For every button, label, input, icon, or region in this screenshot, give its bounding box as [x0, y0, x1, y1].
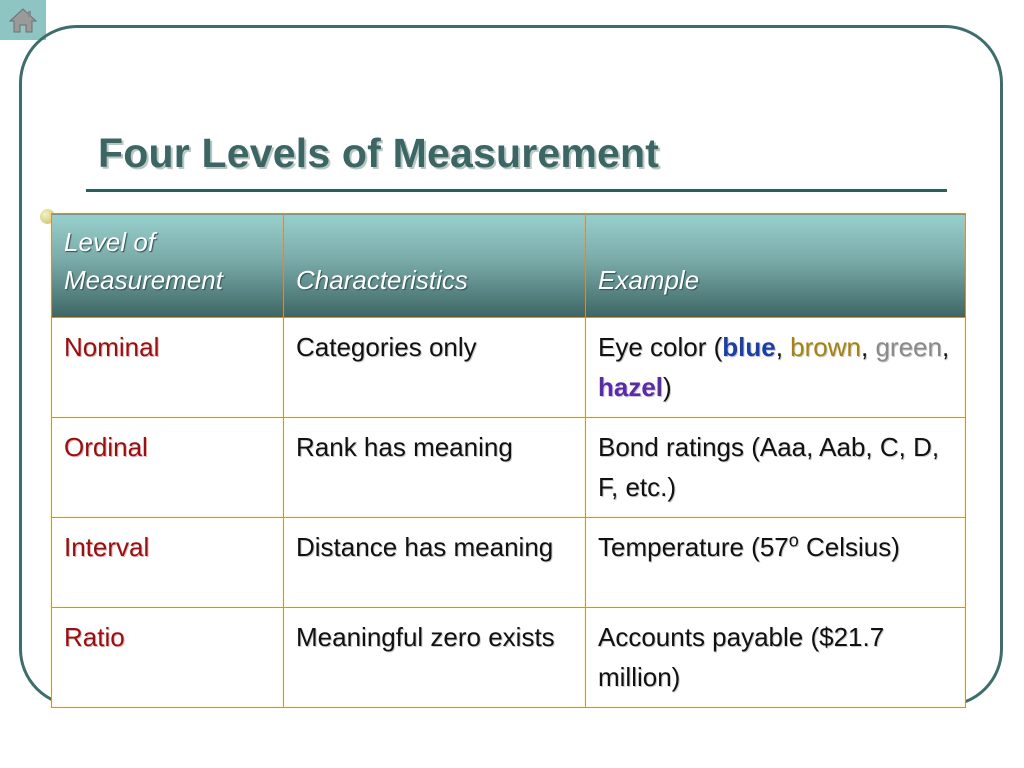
example-brown: brown — [790, 332, 861, 362]
measurement-table — [51, 213, 966, 708]
example-blue: blue — [722, 332, 776, 362]
degree-superscript: o — [788, 530, 799, 551]
level-name: Ordinal — [64, 432, 148, 462]
slide-title: Four Levels of Measurement — [98, 130, 660, 176]
example-suffix: Celsius) — [798, 532, 900, 562]
example-suffix: ) — [663, 372, 672, 402]
characteristics-cell: Categories only — [284, 318, 586, 418]
example-sep: , — [941, 332, 950, 362]
characteristics-cell: Distance has meaning — [284, 518, 586, 608]
level-cell — [52, 318, 284, 418]
characteristics-cell: Meaningful zero exists — [284, 608, 586, 708]
example-cell: Bond ratings (Aaa, Aab, C, D, F, etc.) — [586, 418, 966, 518]
example-prefix: Eye color ( — [598, 332, 723, 362]
characteristics-cell: Rank has meaning — [284, 418, 586, 518]
level-name: Nominal — [64, 332, 160, 362]
table-row — [52, 318, 966, 418]
example-sep: , — [861, 332, 876, 362]
level-cell — [52, 518, 284, 608]
example-cell — [586, 518, 966, 608]
level-name: Ratio — [64, 622, 125, 652]
header-characteristics: Characteristics — [284, 214, 586, 318]
header-example: Example — [586, 214, 966, 318]
table-row — [52, 518, 966, 608]
header-level: Level of Measurement — [52, 214, 284, 318]
table-row — [52, 608, 966, 708]
title-divider — [86, 189, 947, 192]
home-button[interactable] — [0, 0, 46, 40]
example-green: green — [875, 332, 942, 362]
example-cell: Accounts payable ($21.7 million) — [586, 608, 966, 708]
level-cell — [52, 608, 284, 708]
level-name: Interval — [64, 532, 150, 562]
table-row — [52, 418, 966, 518]
example-hazel: hazel — [598, 372, 664, 402]
example-prefix: Temperature (57 — [598, 532, 789, 562]
example-cell — [586, 318, 966, 418]
table-header-row — [52, 214, 966, 318]
example-sep: , — [775, 332, 791, 362]
level-cell — [52, 418, 284, 518]
home-icon — [8, 6, 38, 34]
